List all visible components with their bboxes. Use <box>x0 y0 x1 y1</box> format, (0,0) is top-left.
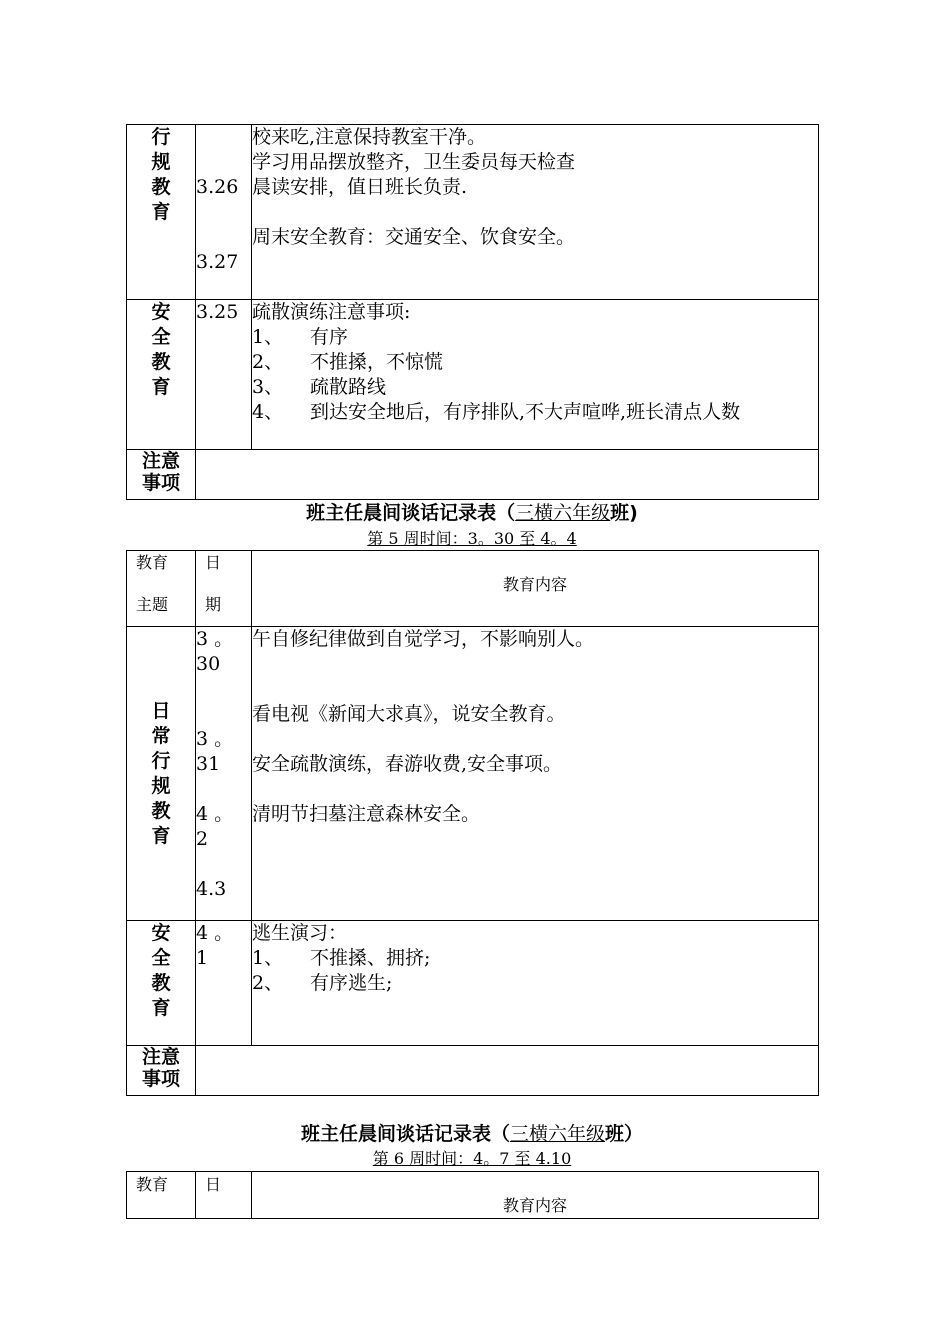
table-header-row <box>127 1172 819 1219</box>
date-cell <box>196 125 252 300</box>
topic-cell: 行规教育 <box>127 125 196 300</box>
note-label-cell: 注意事项 <box>127 1046 196 1096</box>
header-topic: 教育 <box>127 1172 196 1219</box>
content-cell: 逃生演习： 1、 不推搡、拥挤; 2、 有序逃生; <box>252 921 819 1046</box>
class-name: 三横六年级 <box>515 502 611 524</box>
record-table-week4 <box>126 124 819 500</box>
table-row <box>127 1046 819 1096</box>
list-item: 1、 不推搡、拥挤; <box>252 947 431 969</box>
list-item: 2、 不推搡，不惊慌 <box>252 351 444 373</box>
week-subtitle: 第 6 周时间：4。7 至 4.10 <box>372 1149 572 1168</box>
content-cell: 午自修纪律做到自觉学习，不影响别人。 看电视《新闻大求真》，说安全教育。 安全疏散演练，春游收费,安全事项。 清明节扫墓注意森林安全。 <box>252 627 819 921</box>
header-date: 日 期 <box>196 551 252 627</box>
table-row <box>127 627 819 921</box>
header-date: 日 <box>196 1172 252 1219</box>
section-title: 班主任晨间谈话记录表（三横六年级班) <box>306 502 638 524</box>
header-topic: 教育 主题 <box>127 551 196 627</box>
section-title: 班主任晨间谈话记录表（三横六年级班） <box>300 1123 644 1145</box>
record-table-week6 <box>126 1171 819 1219</box>
topic-cell: 安全教育 <box>127 300 196 450</box>
list-item: 1、 有序 <box>252 326 349 348</box>
note-content-cell <box>196 450 819 500</box>
topic-cell: 安全教育 <box>127 921 196 1046</box>
header-content: 教育内容 <box>252 551 819 627</box>
date-cell: 3 。 30 3 。 31 4 。 2 4.3 <box>196 627 252 921</box>
date-cell: 4 。 1 <box>196 921 252 1046</box>
list-item: 2、 有序逃生; <box>252 972 393 994</box>
week-subtitle: 第 5 周时间：3。30 至 4。4 <box>367 529 577 548</box>
class-name: 三横六年级 <box>509 1123 605 1145</box>
table-row <box>127 921 819 1046</box>
topic-cell: 日常行规教育 <box>127 627 196 921</box>
table-row <box>127 300 819 450</box>
content-cell: 校来吃,注意保持教室干净。 学习用品摆放整齐，卫生委员每天检查 晨读安排，值日班长负责. 周末安全教育：交通安全、饮食安全。 <box>252 125 819 300</box>
record-table-week5 <box>126 550 819 1096</box>
note-label-cell: 注意事项 <box>127 450 196 500</box>
header-content: 教育内容 <box>252 1172 819 1219</box>
content-cell: 疏散演练注意事项: 1、 有序 2、 不推搡，不惊慌 3、 疏散路线 4、 到达安全地后，有序排队,不大声喧哗,班长清点人数 <box>252 300 819 450</box>
table-header-row <box>127 551 819 627</box>
list-item: 3、 疏散路线 <box>252 376 387 398</box>
note-content-cell <box>196 1046 819 1096</box>
date-cell <box>196 300 252 450</box>
date-label: 3.27 <box>196 251 239 273</box>
list-item: 4、 到达安全地后，有序排队,不大声喧哗,班长清点人数 <box>252 401 741 423</box>
date-label: 3.25 <box>196 301 239 323</box>
date-label: 3.26 <box>196 176 239 198</box>
table-row <box>127 450 819 500</box>
table-row <box>127 125 819 300</box>
